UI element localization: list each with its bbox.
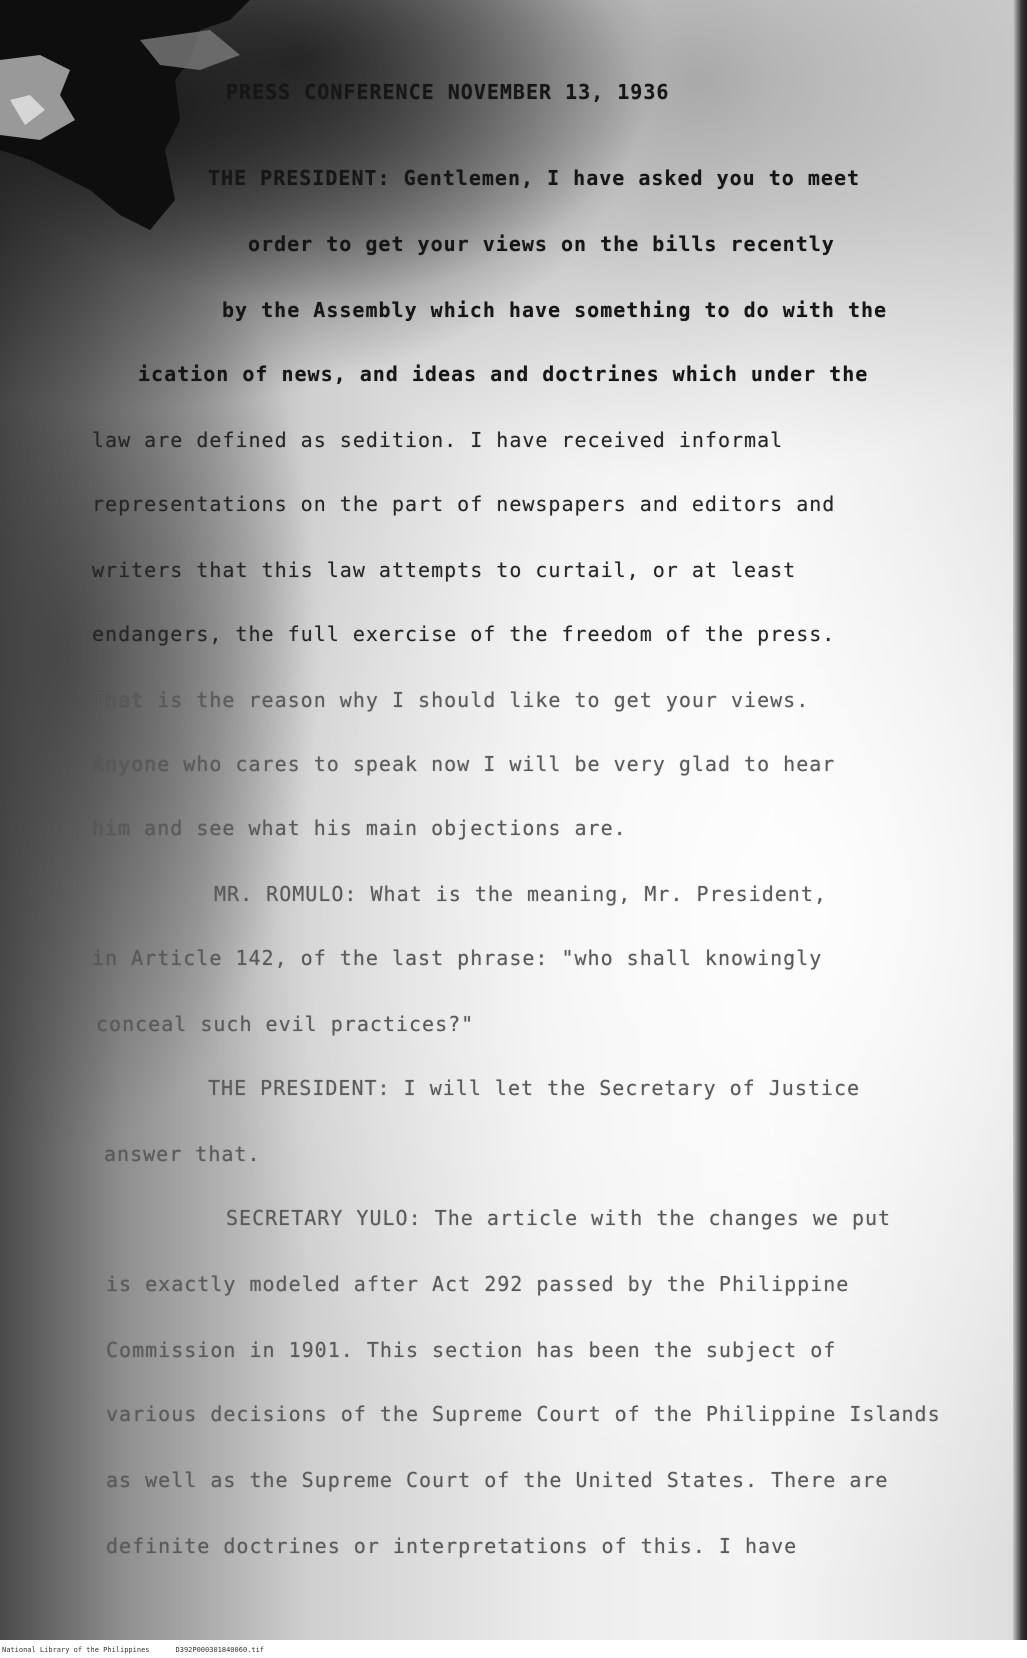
document-heading: PRESS CONFERENCE NOVEMBER 13, 1936	[226, 80, 670, 104]
text-line-7: writers that this law attempts to curtail, or at least	[92, 558, 797, 582]
footer-file: D392P000301840060.tif	[175, 1646, 265, 1654]
text-line-5: law are defined as sedition. I have received informal	[92, 428, 784, 452]
text-line-22: definite doctrines or interpretations of this. I have	[106, 1534, 798, 1558]
footer-source: National Library of the Philippines	[2, 1646, 150, 1654]
text-line-11: him and see what his main objections are.	[92, 816, 627, 840]
text-line-16: answer that.	[104, 1142, 261, 1166]
text-line-12: MR. ROMULO: What is the meaning, Mr. President,	[214, 882, 827, 906]
text-line-21: as well as the Supreme Court of the United States. There are	[106, 1468, 889, 1492]
text-line-14: conceal such evil practices?"	[96, 1012, 475, 1036]
text-line-3: by the Assembly which have something to do with the	[222, 298, 888, 322]
torn-corner-icon	[0, 0, 250, 240]
text-line-17: SECRETARY YULO: The article with the changes we put	[226, 1206, 892, 1230]
text-line-13: in Article 142, of the last phrase: "who shall knowingly	[92, 946, 823, 970]
text-line-6: representations on the part of newspapers and editors and	[92, 492, 836, 516]
text-line-2: order to get your views on the bills recently	[248, 232, 835, 256]
text-line-4: ication of news, and ideas and doctrines which under the	[138, 362, 869, 386]
text-line-9: That is the reason why I should like to get your views.	[92, 688, 810, 712]
page-edge-shadow	[1013, 0, 1027, 1640]
text-line-1: THE PRESIDENT: Gentlemen, I have asked you to meet	[208, 166, 861, 190]
text-line-8: endangers, the full exercise of the freedom of the press.	[92, 622, 836, 646]
scan-footer	[0, 1643, 1027, 1658]
text-line-15: THE PRESIDENT: I will let the Secretary of Justice	[208, 1076, 861, 1100]
text-line-19: Commission in 1901. This section has been the subject of	[106, 1338, 837, 1362]
text-line-18: is exactly modeled after Act 292 passed by the Philippine	[106, 1272, 850, 1296]
text-line-20: various decisions of the Supreme Court of the Philippine Islands	[106, 1402, 941, 1426]
text-line-10: Anyone who cares to speak now I will be very glad to hear	[92, 752, 836, 776]
